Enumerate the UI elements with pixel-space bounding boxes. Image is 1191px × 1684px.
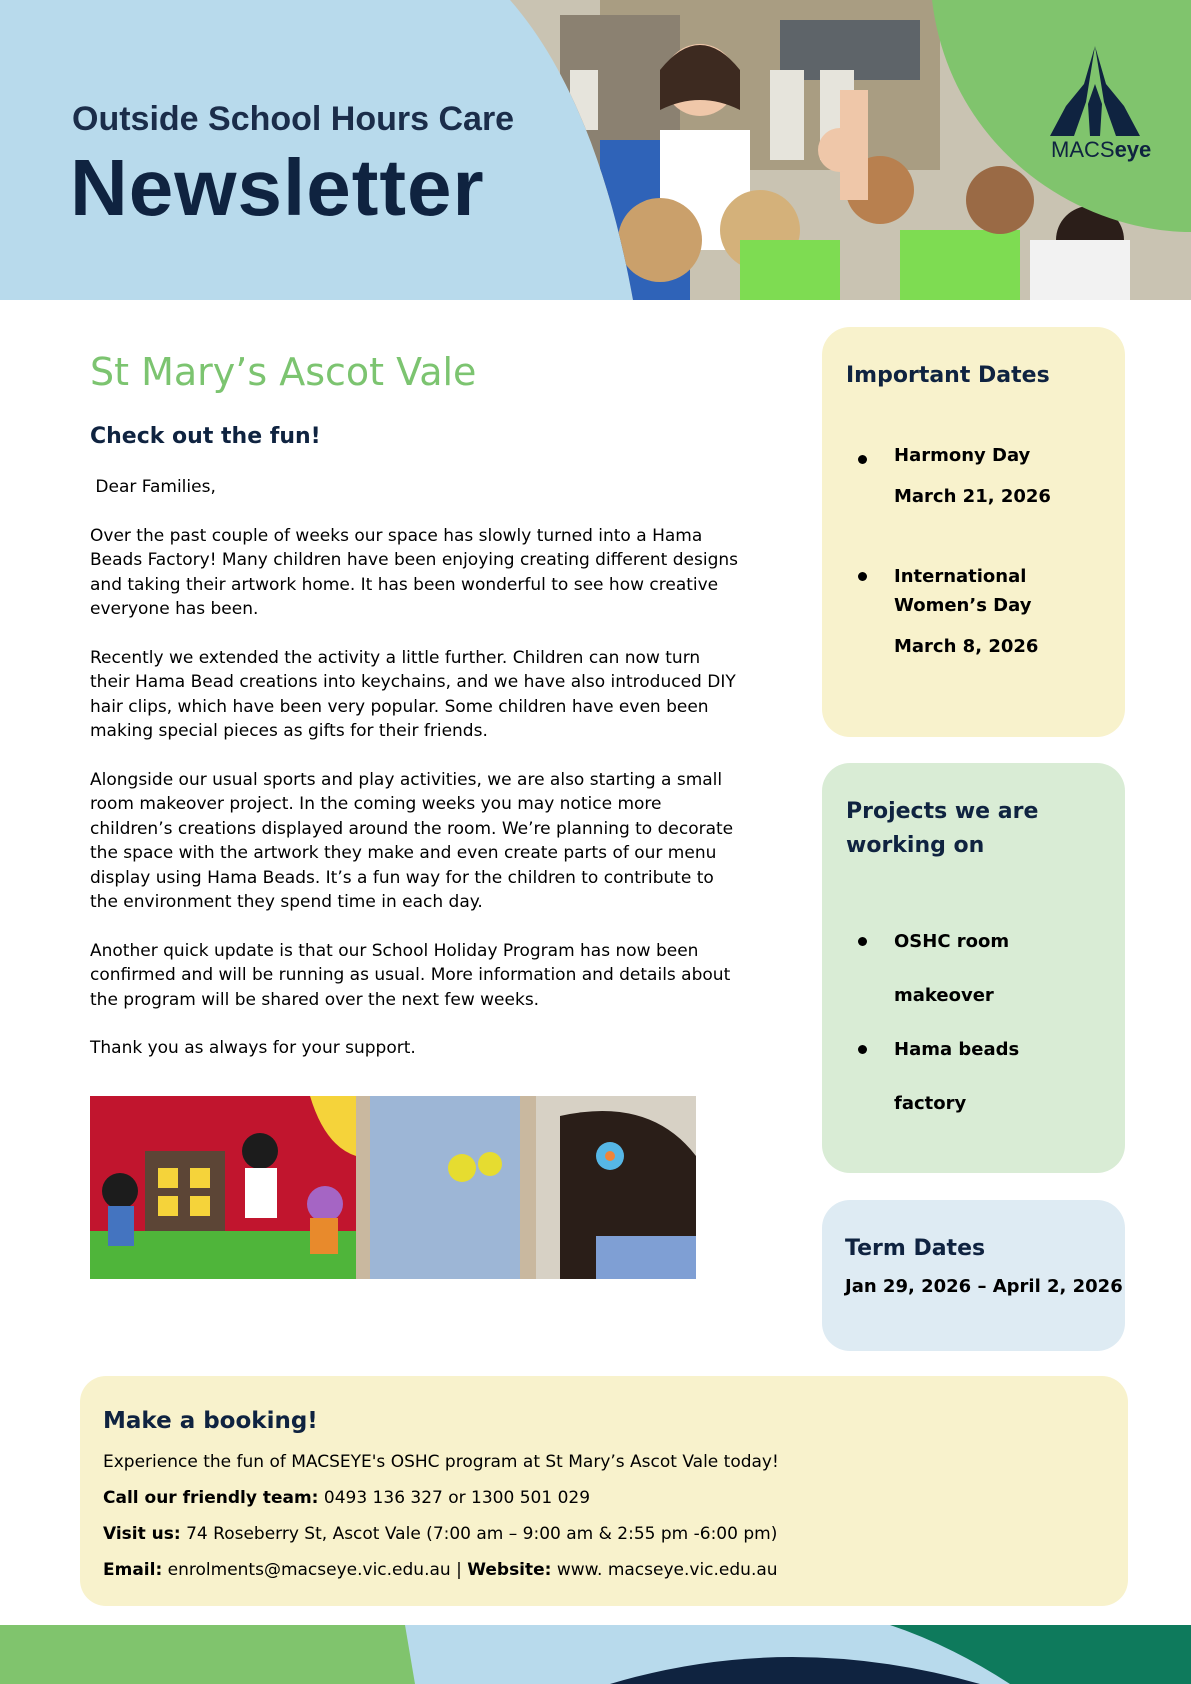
booking-address [103,1524,777,1544]
hama-beads-photos [90,1096,696,1279]
article-heading: Check out the fun! [90,424,321,449]
macseye-logo-text [1051,137,1151,163]
event-date: March 8, 2026 [894,636,1039,657]
website-link[interactable]: www. macseye.vic.edu.au [551,1560,778,1580]
list-item [822,445,1154,507]
paragraph-3: Alongside our usual sports and play activities, we are also starting a small room makeover project. In the coming weeks you may notice more children’s creations displayed around the room. We’re planning to decorate the space with the artwork they make and even create parts of our menu display using Hama Beads. It’s a fun way for the children to contribute to the environment they spend time in each day. [90,769,734,912]
important-dates-title: Important Dates [846,363,1050,388]
paragraph-1: Over the past couple of weeks our space has slowly turned into a Hama Beads Factory! Many children have been enjoying creating different designs and taking their artwork home. It has been wonderful to see how creative everyone has been. [90,525,739,619]
booking-intro: Experience the fun of MACSEYE's OSHC program at St Mary’s Ascot Vale today! [103,1452,779,1472]
projects-title: Projects we are working on [846,799,1039,858]
event-name: International Women’s Day [894,566,1032,616]
paragraph-2: Recently we extended the activity a little further. Children can now turn their Hama Bead creations into keychains, and we have also introduced DIY hair clips, which have been very popular. Some children have even been making special pieces as gifts for their friends. [90,647,736,741]
phone-label: Call our friendly team: [103,1488,319,1508]
term-dates-title: Term Dates [845,1236,986,1261]
paragraph-4: Another quick update is that our School Holiday Program has now been confirmed and will be running as usual. More information and details about the program will be shared over the next few weeks. [90,940,731,1010]
booking-box [80,1376,1128,1606]
newsletter-title: Newsletter [70,143,485,232]
bullet-icon [858,1045,867,1054]
project-name: Hama beads factory [894,1039,1020,1114]
footer-decoration [0,1625,1191,1684]
email-label: Email: [103,1560,163,1580]
term-dates-range: Jan 29, 2026 – April 2, 2026 [845,1276,1123,1297]
newsletter-subtitle: Outside School Hours Care [72,100,515,138]
event-date: March 21, 2026 [894,486,1051,507]
main-article [90,350,740,1085]
event-name: Harmony Day [894,445,1031,466]
email-link[interactable]: enrolments@macseye.vic.edu.au | [162,1560,468,1580]
list-item [822,1023,1044,1131]
bullet-icon [858,572,867,581]
logo-suffix: eye [1114,137,1152,162]
paragraph-5: Thank you as always for your support. [90,1038,416,1058]
bullet-icon [858,455,867,464]
term-dates-card [822,1200,1125,1351]
header-banner [0,0,1191,300]
booking-contact [103,1560,778,1580]
greeting: Dear Families, [90,477,216,497]
address-value: 74 Roseberry St, Ascot Vale (7:00 am – 9:00 am & 2:55 pm -6:00 pm) [180,1524,778,1544]
list-item [822,915,1044,1023]
projects-card [822,763,1125,1173]
website-label: Website: [467,1560,552,1580]
school-name: St Mary’s Ascot Vale [90,350,477,394]
logo-prefix: MACS [1051,137,1115,162]
phone-value: 0493 136 327 or 1300 501 029 [318,1488,591,1508]
bullet-icon [858,937,867,946]
important-dates-card [822,327,1125,737]
booking-phone [103,1488,590,1508]
project-name: OSHC room makeover [894,931,1010,1006]
address-label: Visit us: [103,1524,181,1544]
list-item [822,562,1154,657]
booking-title: Make a booking! [103,1408,318,1434]
